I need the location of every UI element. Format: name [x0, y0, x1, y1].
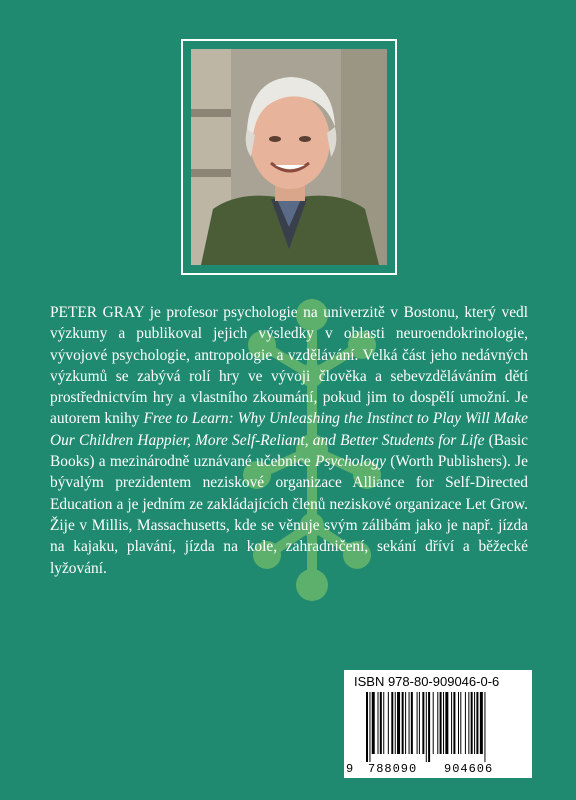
barcode-icon: [352, 692, 524, 762]
author-bio: [50, 302, 528, 579]
bio-middle: (Basic Books) a mezinárodně uznávané učebnice: [50, 431, 528, 471]
barcode-digits-left: 788090: [368, 762, 418, 776]
isbn-barcode-box: [344, 670, 532, 778]
author-photo-frame: [181, 39, 397, 275]
bio-book-title: Free to Learn: Why Unleashing the Instinct to Play Will Make Our Children Happier, More Self-Reliant, and Better Students for Life: [50, 410, 528, 449]
bio-intro: PETER GRAY je profesor psychologie na univerzitě v Bostonu, který vedl výzkumy a publikoval jejich výsledky v oblasti neuroendokrinologie, vývojové psychologie, antropologie a vzdělávání. Velká část jeho nedávných výzkumů se zabývá rolí hry ve vývoji člověka a sebevzděláváním dětí prostřednictvím hry a vlastního zkoumání, pokud jim to dospělí umožní. Je autorem knihy: [50, 304, 528, 428]
barcode-digits-right: 904606: [444, 762, 494, 776]
barcode-digit-first: 9: [346, 762, 355, 776]
bio-ending: (Worth Publishers). Je bývalým prezidentem neziskové organizace Alliance for Self-Directed Education a je jedním ze zakládajících členů neziskové organizace Let Grow. Žije v Millis, Massachusetts, kde se věnuje svým zálibám jako je např. jízda na kajaku, plavání, jízda na kole, zahradničení, sekání dříví a běžecké lyžování.: [50, 453, 528, 577]
bio-textbook-title: Psychology: [315, 453, 386, 471]
isbn-label: ISBN 978-80-909046-0-6: [354, 674, 500, 689]
author-photo: [191, 49, 387, 265]
author-portrait-illustration: [191, 49, 387, 265]
